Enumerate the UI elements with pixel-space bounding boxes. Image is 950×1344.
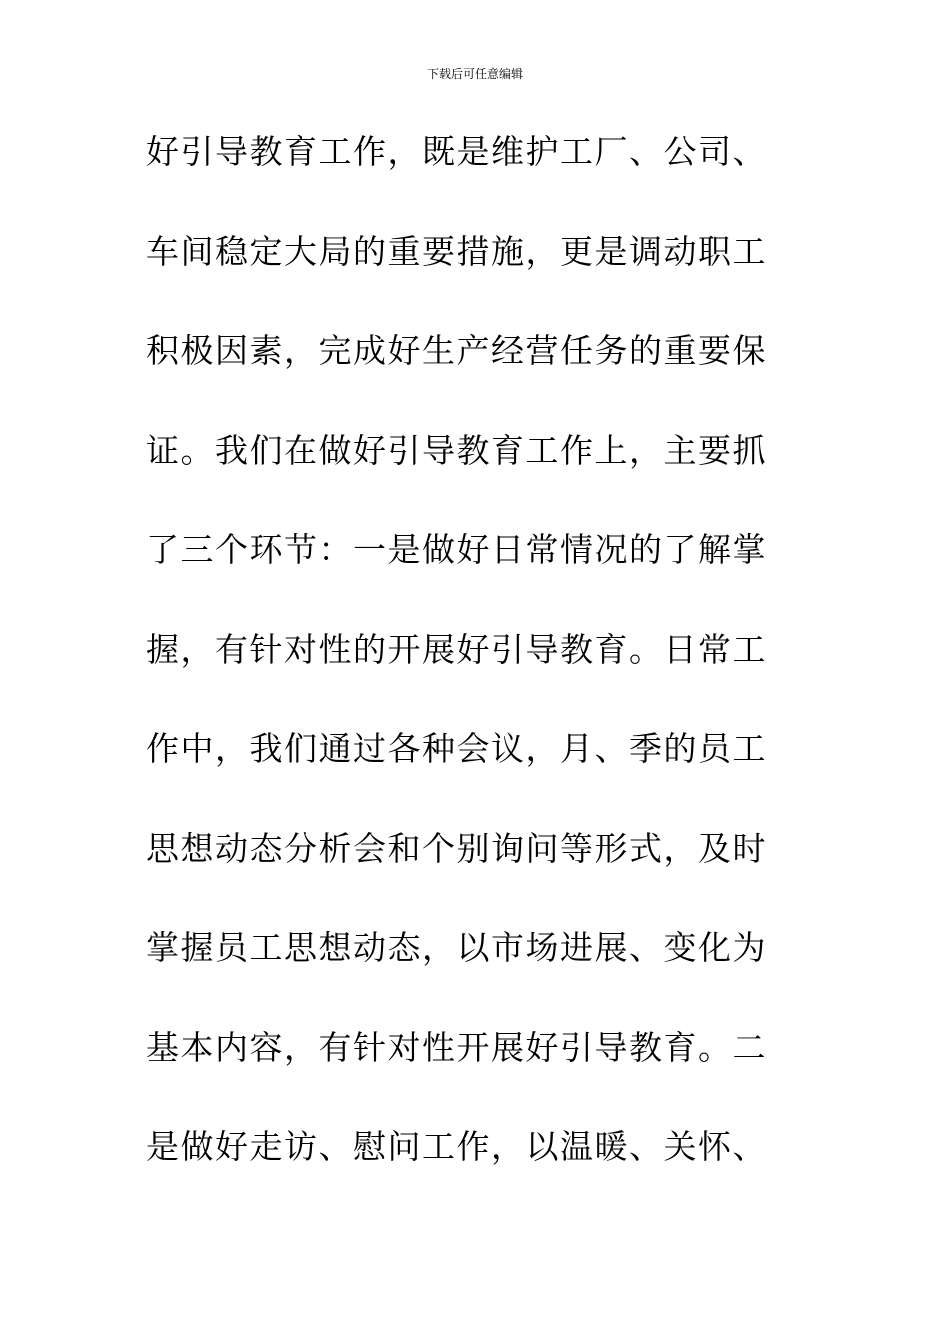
body-text [146, 122, 806, 1217]
text-line: 握，有针对性的开展好引导教育。日常工 [146, 629, 767, 669]
text-line: 是做好走访、慰问工作，以温暖、关怀、 [146, 1127, 767, 1166]
text-line: 车间稳定大局的重要措施，更是调动职工 [146, 231, 767, 271]
header-note: 下载后可任意编辑 [426, 67, 523, 81]
text-line: 思想动态分析会和个别询问等形式，及时 [146, 828, 767, 868]
text-line: 证。我们在做好引导教育工作上，主要抓 [146, 430, 767, 470]
text-line: 好引导教育工作，既是维护工厂、公司、 [146, 132, 767, 171]
text-line: 积极因素，完成好生产经营任务的重要保 [146, 331, 767, 370]
text-line: 基本内容，有针对性开展好引导教育。二 [146, 1027, 767, 1067]
text-line: 掌握员工思想动态，以市场进展、变化为 [146, 928, 767, 967]
text-line: 作中，我们通过各种会议，月、季的员工 [146, 729, 767, 768]
text-line: 了三个环节：一是做好日常情况的了解掌 [146, 530, 767, 569]
